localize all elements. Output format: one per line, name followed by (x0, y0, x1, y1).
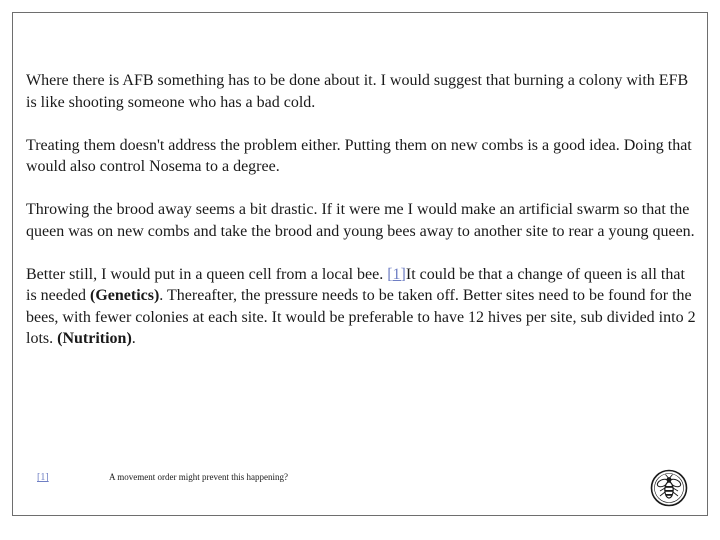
paragraph-queen-cell (26, 264, 698, 350)
body-text (26, 70, 698, 371)
footnote-text: A movement order might prevent this happening? (109, 472, 288, 482)
paragraph-brood: Throwing the brood away seems a bit drastic. If it were me I would make an artificial swarm so that the queen was on new combs and take the brood and young bees away to another site to rear a young queen. (26, 201, 695, 240)
paragraph-afb: Where there is AFB something has to be done about it. I would suggest that burning a colony with EFB is like shooting someone who has a bad cold. (26, 72, 689, 111)
genetics-label: (Genetics) (89, 287, 160, 304)
paragraph-treating: Treating them doesn't address the problem either. Putting them on new combs is a good idea. Doing that would also control Nosema to a degree. (26, 136, 692, 175)
bee-logo-icon (650, 469, 688, 507)
paragraph-text: . (131, 330, 136, 347)
footnote-reference-link[interactable]: [1] (387, 265, 406, 283)
nutrition-label: (Nutrition) (57, 330, 132, 347)
paragraph-text: . Thereafter, the pressure needs to be taken off. Better sites need to be found for the bees, with fewer colonies at each site. It would be preferable to have 12 hives per site, sub divided into 2 lots. (26, 287, 696, 347)
footnote-marker-link[interactable]: [1] (37, 472, 49, 483)
slide (12, 12, 708, 516)
paragraph-text: Better still, I would put in a queen cell from a local bee. (26, 265, 388, 283)
paragraph-text: It could be that a change of queen is all that is needed (26, 265, 685, 304)
